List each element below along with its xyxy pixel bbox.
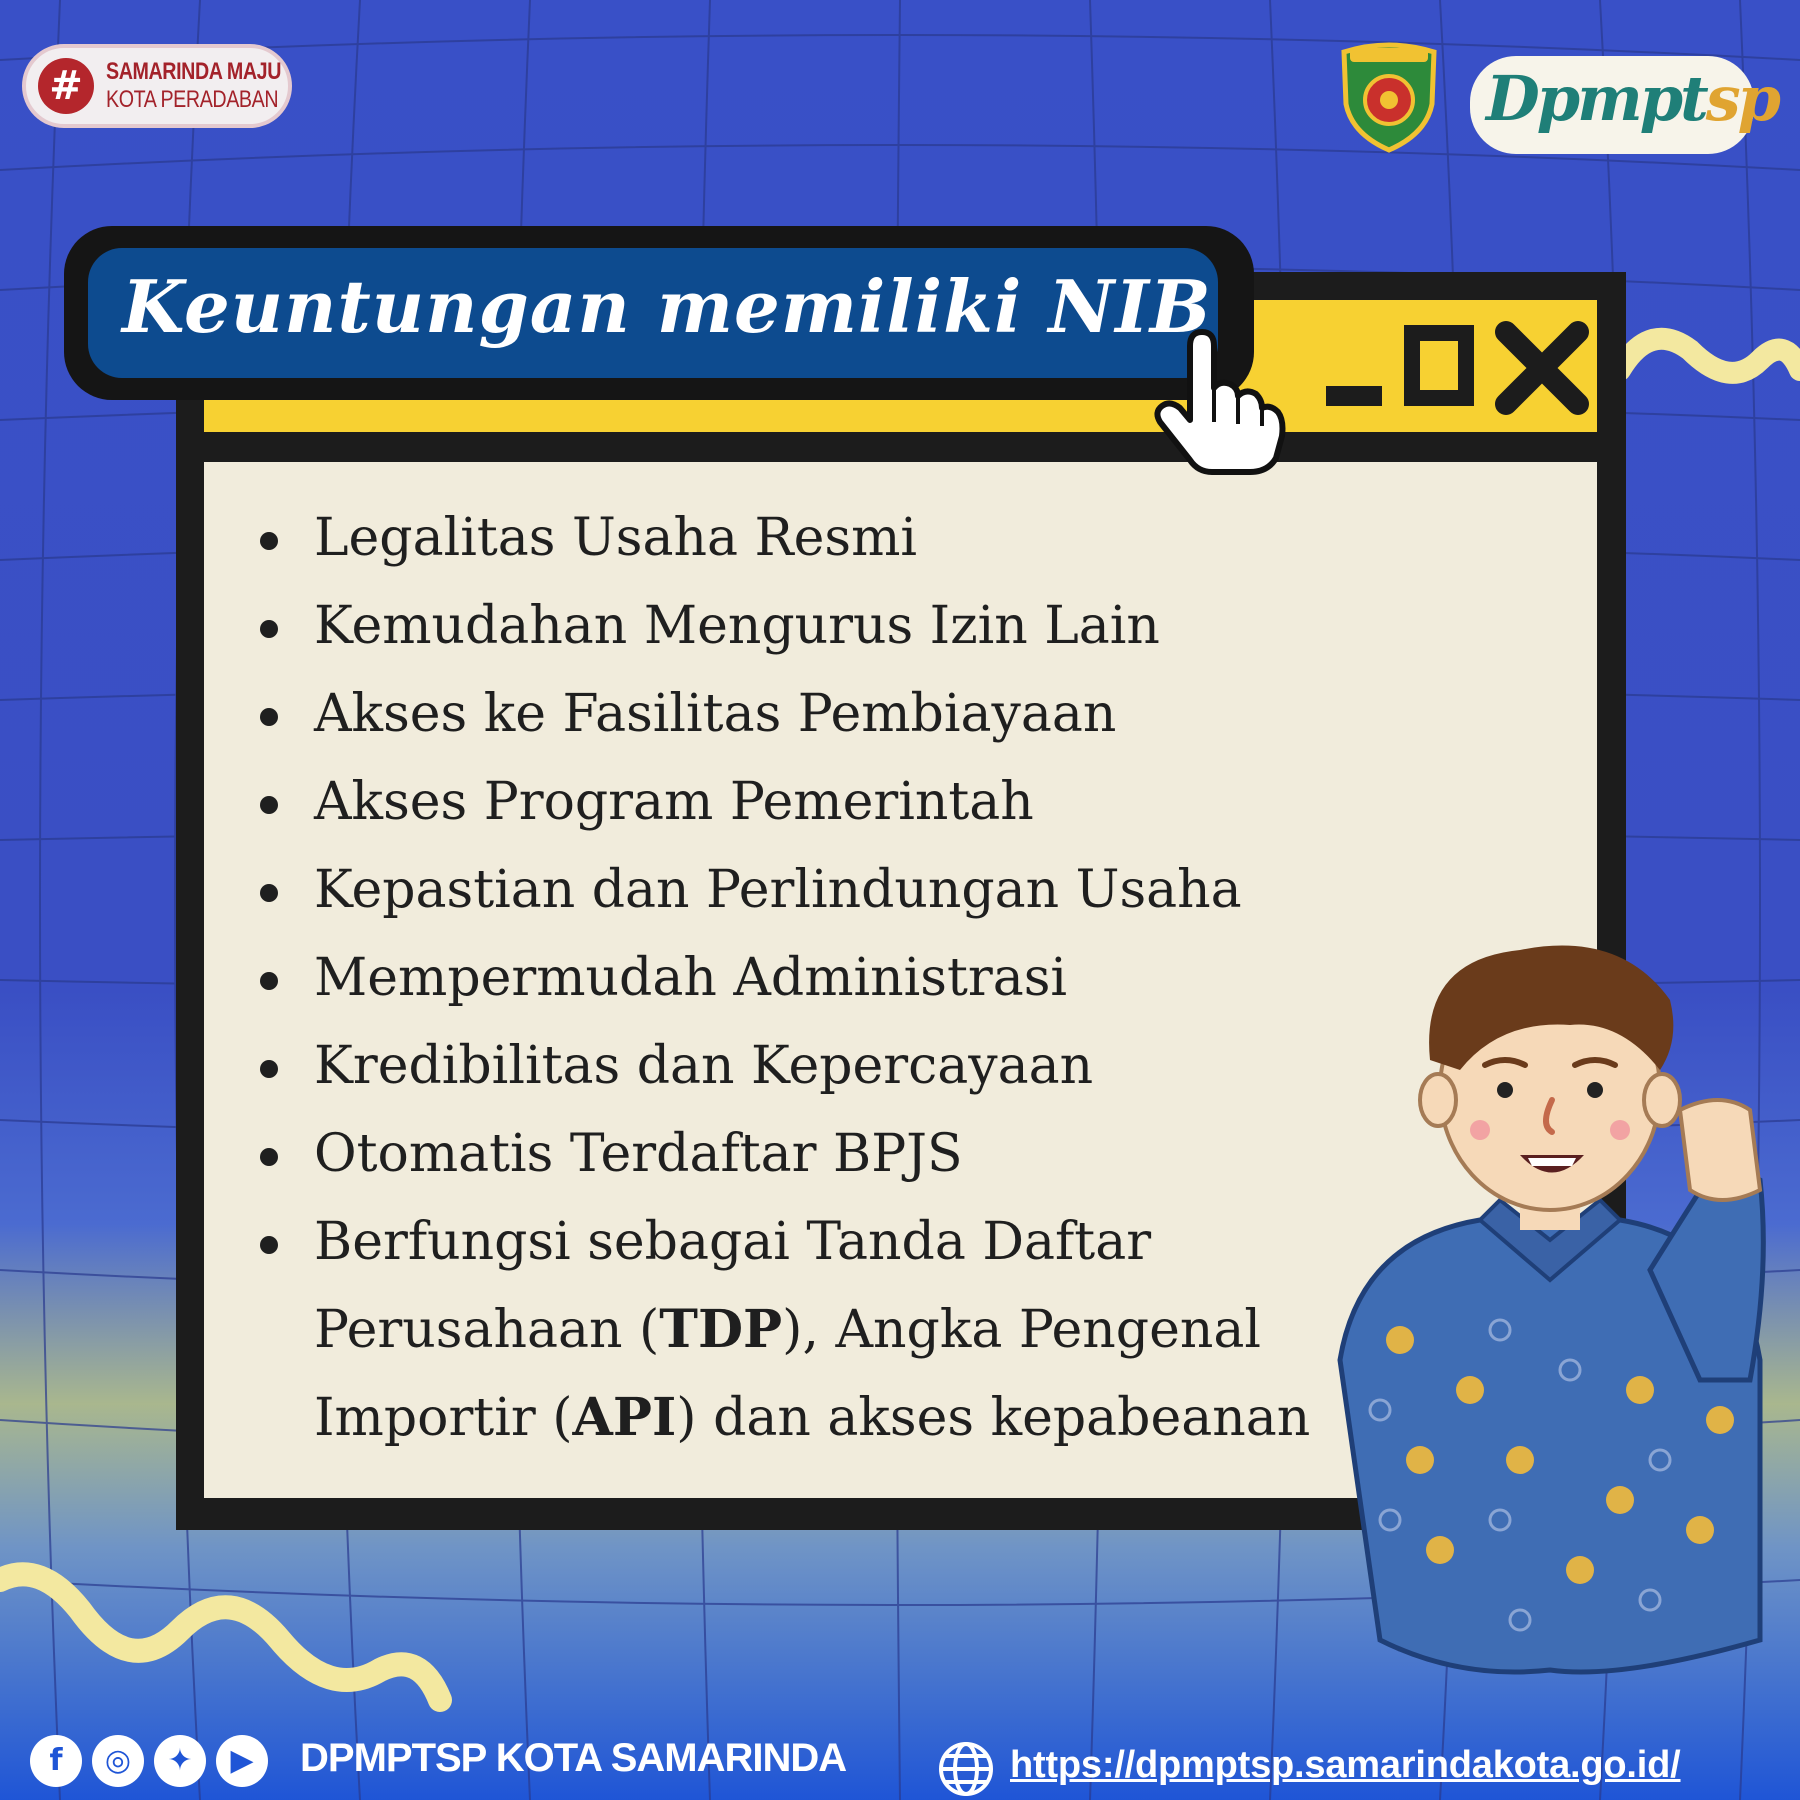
website-link[interactable]: https://dpmptsp.samarindakota.go.id/ xyxy=(1010,1744,1681,1786)
facebook-icon[interactable]: f xyxy=(30,1735,82,1787)
decorative-squiggle-right xyxy=(1620,310,1800,430)
minimize-icon[interactable] xyxy=(1326,386,1382,406)
businessman-illustration xyxy=(1320,940,1780,1700)
close-icon[interactable] xyxy=(1492,318,1592,418)
list-item-continuation: Importir (API) dan akses kepabeanan xyxy=(314,1387,1311,1448)
tdp-label: TDP xyxy=(659,1299,783,1360)
list-item: Akses ke Fasilitas Pembiayaan xyxy=(258,670,1378,758)
list-item: Berfungsi sebagai Tanda Daftar xyxy=(258,1198,1378,1286)
badge-line-1: SAMARINDA MAJU xyxy=(106,58,282,85)
title-tab xyxy=(88,248,1218,378)
benefits-list xyxy=(258,494,1378,1462)
hand-cursor-icon xyxy=(1150,326,1290,476)
page-title: Keuntungan memiliki NIB xyxy=(122,264,1212,349)
list-item-continuation: Perusahaan (TDP), Angka Pengenal xyxy=(314,1299,1261,1360)
logo-text-main: Dpmpt xyxy=(1486,62,1706,135)
samarinda-maju-badge xyxy=(22,44,292,128)
list-item: Kepastian dan Perlindungan Usaha xyxy=(258,846,1378,934)
footer-organization-name: DPMPTSP KOTA SAMARINDA xyxy=(300,1736,847,1780)
globe-icon xyxy=(937,1740,995,1798)
dpmptsp-logo xyxy=(1470,56,1778,154)
api-label: API xyxy=(572,1387,677,1448)
list-item: Kredibilitas dan Kepercayaan xyxy=(258,1022,1378,1110)
instagram-icon[interactable]: ◎ xyxy=(92,1735,144,1787)
city-emblem-icon xyxy=(1336,42,1442,154)
twitter-icon[interactable]: ✦ xyxy=(154,1735,206,1787)
logo-text-accent: sp xyxy=(1705,62,1778,135)
badge-line-2: KOTA PERADABAN xyxy=(106,86,279,113)
youtube-icon[interactable]: ▶ xyxy=(216,1735,268,1787)
list-item: Legalitas Usaha Resmi xyxy=(258,494,1378,582)
hashtag-icon: # xyxy=(38,58,94,114)
list-item: Otomatis Terdaftar BPJS xyxy=(258,1110,1378,1198)
list-item: Kemudahan Mengurus Izin Lain xyxy=(258,582,1378,670)
list-item: Mempermudah Administrasi xyxy=(258,934,1378,1022)
decorative-squiggle-left xyxy=(0,1560,460,1730)
list-item: Akses Program Pemerintah xyxy=(258,758,1378,846)
maximize-icon[interactable] xyxy=(1404,325,1474,406)
